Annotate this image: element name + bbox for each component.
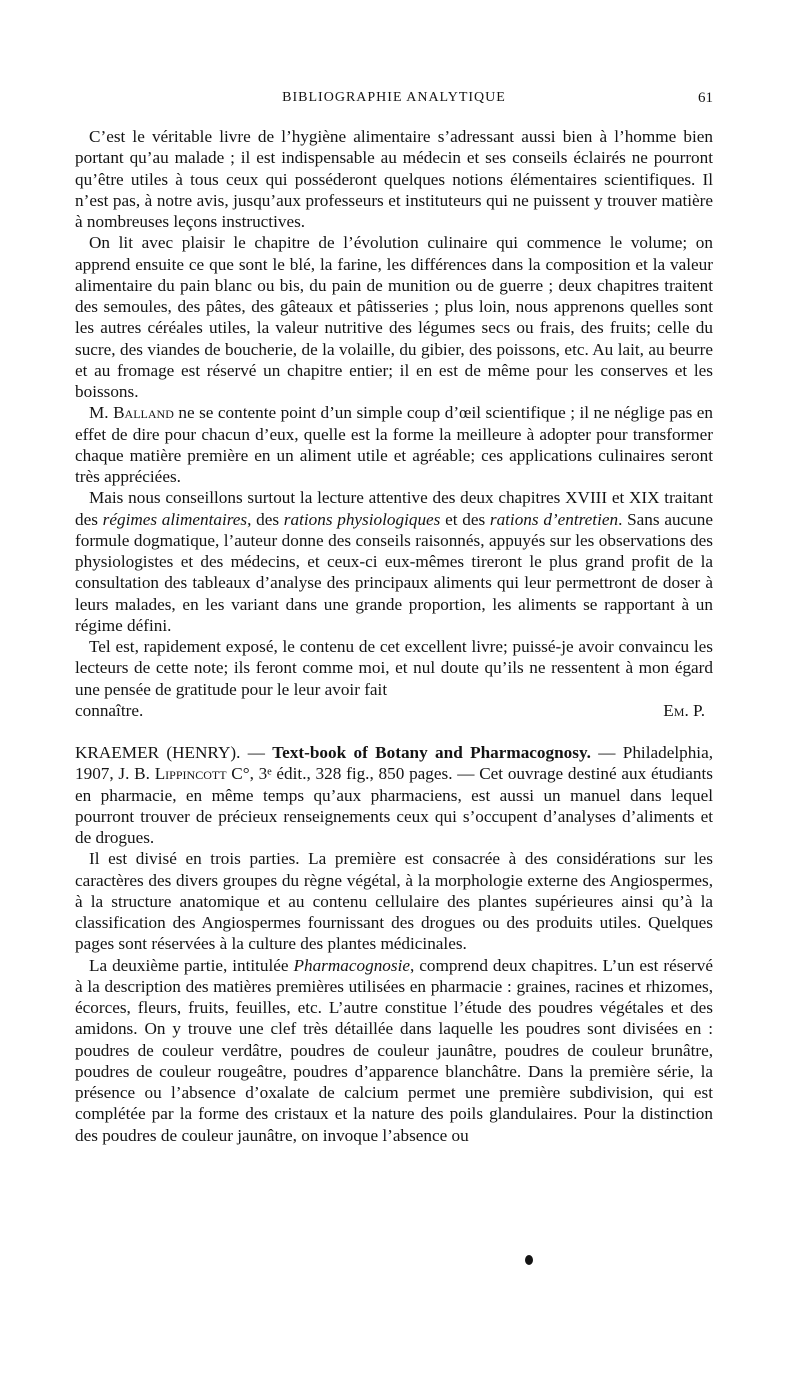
entry-publisher: Lippincott C°	[154, 764, 250, 784]
paragraph: Il est divisé en trois parties. La première est consacrée à des considérations sur les caractères des divers groupes du règne végétal, à la morphologie externe des Angiospermes, à la structure anatomique et au contenu cellulaire des plantes supérieures ainsi qu’à la classification des Angiospermes fournissant des drogues ou des produits utiles. Quelques pages sont réservées à la culture des plantes médicinales.	[75, 849, 713, 954]
page-header	[75, 88, 713, 112]
paragraph-text: ne se contente point d’un simple coup d’œil scientifique ; il ne néglige pas en effet de dire pour chacun d’eux, quelle est la forme la meilleure à adopter pour transformer chaque matière première en un aliment utile et agréable; ces applications culinaires seront très appréciées.	[75, 403, 713, 486]
paragraph	[75, 402, 713, 487]
paragraph: Tel est, rapidement exposé, le contenu de cet excellent livre; puissé-je avoir convaincu les lecteurs de cette note; ils feront comme moi, et nul doute qu’ils ne ressentent à mon égard une pensée de gratitude pour le leur avoir fait	[75, 637, 713, 699]
paragraph-text: , comprend deux chapitres. L’un est réservé à la description des matières premières utilisées en pharmacie : graines, racines et rhizomes, écorces, fleurs, fruits, feuilles, etc. L’autre constitue l’étude des poudres végétales et des amidons. On y trouve une clef très détaillée dans laquelle les poudres sont divisées en : poudres de couleur verdâtre, poudres de couleur jaunâtre, poudres de couleur brunâtre, poudres de couleur rougeâtre, poudres d’apparence blanchâtre. Dans la première série, la présence ou l’absence d’oxalate de calcium permet une première subdivision, qui est complétée par la forme des cristaux et la nature des poils glandulaires. Pour la distinction des poudres de couleur jaunâtre, on invoque l’absence ou	[75, 955, 713, 1145]
author-name: M. Balland	[89, 403, 174, 423]
paragraph-end: connaître.	[75, 700, 144, 720]
bibliographic-entry	[75, 742, 713, 848]
section-gap	[75, 721, 713, 742]
paragraph-text: . Sans aucune formule dogmatique, l’auteur donne des conseils raisonnés, appuyés sur les observations des physiologistes et des médecins, et ceux-ci eux-mêmes tireront le plus grand profit de la consultation des tableaux d’analyse des principaux aliments qui leur permettront de doser à leurs malades, en les variant dans une grande proportion, les aliments se rapportant à un régime défini.	[75, 509, 713, 635]
entry-title: Text-book of Botany and Pharmacognosy.	[272, 743, 591, 762]
ink-dot	[525, 1255, 533, 1265]
paragraph: C’est le véritable livre de l’hygiène alimentaire s’adressant aussi bien à l’homme bien portant qu’au malade ; il est indispensable au médecin et ses conseils éclairés ne pourront qu’être utiles à tous ceux qui posséderont quelques notions élémentaires scientifiques. Il n’est pas, à notre avis, jusqu’aux professeurs et instituteurs qui ne puissent y trouver matière à nombreuses leçons instructives.	[75, 127, 713, 231]
signature-line	[75, 700, 713, 721]
emphasis: rations d’entretien	[489, 509, 619, 529]
entry-dash: —	[240, 743, 273, 762]
emphasis: Pharmacognosie	[293, 955, 410, 975]
review-balland	[75, 126, 713, 721]
emphasis: rations physiologiques	[283, 509, 441, 529]
paragraph-text: — Cet ouvrage destiné aux étudiants en pharmacie, en même temps qu’aux pharmaciens, est aussi un manuel dans lequel pourront trouver de précieux renseignements ceux qui s’occupent d’analyses d’aliments et de drogues.	[75, 764, 713, 847]
review-kraemer	[75, 742, 713, 1146]
entry-imprint: — Philadelphia, 1907, J. B.	[75, 743, 713, 784]
reviewer-signature: Em. P.	[663, 700, 705, 720]
running-title: BIBLIOGRAPHIE ANALYTIQUE	[282, 90, 506, 105]
entry-author: KRAEMER (HENRY).	[75, 743, 241, 762]
entry-imprint: , 3ᵉ édit., 328 fig., 850 pages.	[249, 764, 453, 784]
paragraph	[75, 955, 713, 1146]
paragraph-text: , des	[247, 509, 284, 529]
paragraph: On lit avec plaisir le chapitre de l’évolution culinaire qui commence le volume; on apprend ensuite ce que sont le blé, la farine, les différences dans la composition et la valeur alimentaire du pain blanc ou bis, du pain de munition ou de guerre ; deux chapitres traitent des semoules, des pâtes, des gâteaux et pâtisseries ; plus loin, nous apprenons quelles sont les autres céréales utiles, la valeur nutritive des légumes secs ou frais, des fruits; celle du sucre, des viandes de boucherie, de la volaille, du gibier, des poissons, etc. Au lait, au beurre et au fromage est réservé un chapitre entier; il en est de même pour les conserves et les boissons.	[75, 233, 713, 401]
emphasis: régimes alimentaires	[102, 509, 248, 529]
paragraph-text: et des	[440, 509, 490, 529]
paragraph-text: Mais nous conseillons surtout la lecture attentive des deux chapitres XVIII et XIX traitant des	[75, 488, 713, 529]
body-text	[75, 126, 713, 1146]
paragraph	[75, 487, 713, 636]
paragraph-text: La deuxième partie, intitulée	[89, 955, 294, 975]
page-number: 61	[698, 90, 713, 106]
